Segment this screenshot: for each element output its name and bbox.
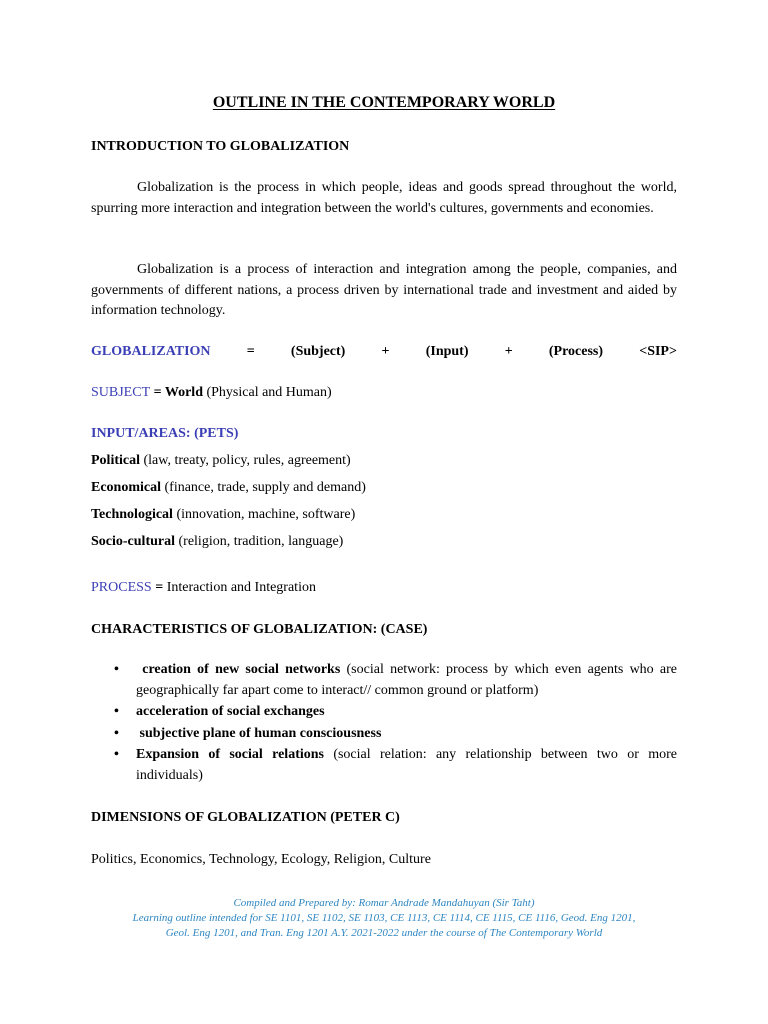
input-item-desc: (law, treaty, policy, rules, agreement) <box>140 453 351 468</box>
bullet-icon: • <box>114 725 119 741</box>
characteristic-detail: (social network: process by which even agents who are geographically far apart come to interact// common ground or platform) <box>136 662 677 698</box>
equation-acronym: <SIP> <box>639 344 677 359</box>
equation-equals: = <box>246 344 255 359</box>
bullet-icon: • <box>114 704 119 719</box>
subject-line <box>91 383 332 404</box>
sip-equation <box>91 342 677 363</box>
process-label: PROCESS <box>91 580 152 595</box>
input-item-name: Socio-cultural <box>91 534 175 549</box>
process-detail: Interaction and Integration <box>166 580 316 595</box>
characteristics-heading: CHARACTERISTICS OF GLOBALIZATION: (CASE) <box>91 622 428 637</box>
footer-credit: Compiled and Prepared by: Romar Andrade Mandahuyan (Sir Taht) <box>233 897 535 909</box>
footer-course-line-2: Geol. Eng 1201, and Tran. Eng 1201 A.Y. 2021-2022 under the course of The Contemporary World <box>165 927 603 939</box>
dimensions-text: Politics, Economics, Technology, Ecology, Religion, Culture <box>91 852 431 867</box>
subject-label: SUBJECT <box>91 385 151 400</box>
input-item-desc: (finance, trade, supply and demand) <box>161 480 366 495</box>
equation-process: (Process) <box>548 344 604 359</box>
characteristic-term: Expansion of social relations <box>136 747 324 762</box>
equation-plus-2: + <box>504 344 513 359</box>
intro-paragraph-2: Globalization is a process of interaction and integration among the people, companies, and governments of different nations, a process driven by international trade and investment and aided by information technology. <box>91 262 677 318</box>
intro-heading: INTRODUCTION TO GLOBALIZATION <box>91 139 350 154</box>
dimensions-heading: DIMENSIONS OF GLOBALIZATION (PETER C) <box>91 810 400 825</box>
input-item-name: Technological <box>91 507 173 522</box>
equation-input: (Input) <box>425 344 469 359</box>
bullet-icon: • <box>114 747 119 762</box>
list-item <box>91 745 677 786</box>
bullet-icon: • <box>114 662 119 677</box>
characteristic-detail: (social relation: any relationship between two or more individuals) <box>136 747 677 783</box>
document-footer <box>80 896 688 941</box>
input-item-name: Economical <box>91 480 161 495</box>
input-item-desc: (religion, tradition, language) <box>175 534 344 549</box>
input-item <box>91 532 343 553</box>
process-line <box>91 578 316 599</box>
characteristics-list <box>91 660 677 787</box>
list-item <box>91 702 677 723</box>
list-item <box>91 724 677 745</box>
characteristic-term: acceleration of social exchanges <box>136 704 325 719</box>
equation-subject: (Subject) <box>290 344 346 359</box>
subject-value: World <box>164 385 203 400</box>
characteristic-term: subjective plane of human consciousness <box>136 725 382 741</box>
input-item-name: Political <box>91 453 140 468</box>
characteristic-term: creation of new social networks <box>136 662 341 677</box>
input-item <box>91 478 366 499</box>
input-heading: INPUT/AREAS: (PETS) <box>91 426 239 441</box>
equation-plus-1: + <box>381 344 390 359</box>
input-item <box>91 451 351 472</box>
input-item-desc: (innovation, machine, software) <box>172 507 356 522</box>
intro-paragraph-1: Globalization is the process in which people, ideas and goods spread throughout the world, spurring more interaction and integration between the world's cultures, governments and economies. <box>91 180 677 216</box>
subject-equals: = <box>150 385 165 400</box>
subject-detail: (Physical and Human) <box>202 385 332 400</box>
equation-term: GLOBALIZATION <box>91 344 211 359</box>
list-item <box>91 660 677 701</box>
process-equals: = <box>151 580 167 595</box>
document-title: OUTLINE IN THE CONTEMPORARY WORLD <box>212 94 556 111</box>
footer-course-line-1: Learning outline intended for SE 1101, SE 1102, SE 1103, CE 1113, CE 1114, CE 1115, CE 1116, Geod. Eng 1201, <box>132 912 636 924</box>
input-item <box>91 505 355 526</box>
